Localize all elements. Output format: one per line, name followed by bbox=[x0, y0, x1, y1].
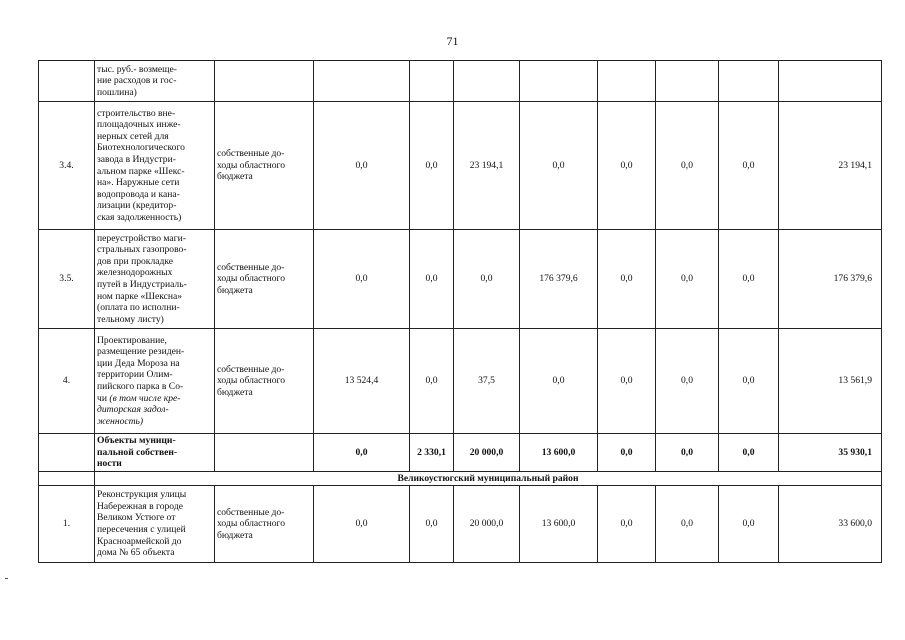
description-line: пийского парка в Со- bbox=[97, 381, 184, 392]
funding-source-line: ходы областного bbox=[217, 159, 286, 171]
value-cell: 0,0 bbox=[520, 329, 598, 434]
value-cell bbox=[719, 61, 779, 102]
value-cell: 20 000,0 bbox=[454, 486, 520, 563]
value-cell bbox=[454, 61, 520, 102]
funding-source-line: собственные до- bbox=[217, 261, 285, 273]
funding-source-line: собственные до- bbox=[217, 506, 285, 518]
value-cell: 13 600,0 bbox=[520, 486, 598, 563]
value-cell: 2 330,1 bbox=[410, 434, 454, 472]
total-value-cell: 35 930,1 bbox=[779, 434, 882, 472]
value-cell: 0,0 bbox=[719, 102, 779, 230]
funding-source-cell bbox=[215, 61, 314, 102]
description-line: железнодорожных bbox=[97, 267, 173, 279]
description-italic-line: женность) bbox=[97, 415, 144, 427]
value-cell: 176 379,6 bbox=[520, 230, 598, 329]
value-cell: 0,0 bbox=[656, 230, 719, 329]
description-line: территории Олим- bbox=[97, 369, 173, 381]
description-line: Проектирование, bbox=[97, 334, 167, 346]
description-line: тыс. руб.- возмеще- bbox=[97, 63, 177, 75]
table-row bbox=[39, 61, 882, 102]
value-cell: 0,0 bbox=[314, 434, 410, 472]
description-line: путей в Индустриаль- bbox=[97, 279, 187, 290]
value-cell: 0,0 bbox=[719, 230, 779, 329]
value-cell bbox=[410, 61, 454, 102]
value-cell: 0,0 bbox=[314, 486, 410, 563]
value-cell: 0,0 bbox=[410, 102, 454, 230]
description-line: нерных сетей для bbox=[97, 130, 169, 142]
description-line: пальной собствен- bbox=[97, 446, 178, 458]
row-number-cell: 4. bbox=[39, 329, 95, 434]
value-cell: 0,0 bbox=[520, 102, 598, 230]
value-cell: 0,0 bbox=[410, 230, 454, 329]
funding-source-line: бюджета bbox=[217, 284, 253, 296]
row-number-cell bbox=[39, 472, 95, 486]
value-cell bbox=[314, 61, 410, 102]
table-row bbox=[39, 486, 882, 563]
description-line: тельному листу) bbox=[97, 313, 164, 325]
description-italic-line: диторская задол- bbox=[97, 404, 169, 416]
funding-source-cell bbox=[215, 230, 314, 329]
funding-source-cell bbox=[215, 102, 314, 230]
description-line: ции Деда Мороза на bbox=[97, 357, 180, 369]
total-value-cell: 33 600,0 bbox=[779, 486, 882, 563]
funding-source-line: бюджета bbox=[217, 171, 253, 183]
total-value-cell: 176 379,6 bbox=[779, 230, 882, 329]
description-line: стральных газопрово- bbox=[97, 244, 187, 256]
description-line: пересечения с улицей bbox=[97, 524, 186, 535]
value-cell: 0,0 bbox=[410, 329, 454, 434]
value-cell: 13 600,0 bbox=[520, 434, 598, 472]
value-cell: 0,0 bbox=[656, 434, 719, 472]
total-value-cell bbox=[779, 61, 882, 102]
value-cell: 37,5 bbox=[454, 329, 520, 434]
description-line: ская задолженность) bbox=[97, 211, 182, 223]
funding-source-cell bbox=[215, 434, 314, 472]
funding-source-line: собственные до- bbox=[217, 363, 285, 375]
description-line: ности bbox=[97, 458, 122, 470]
funding-source-line: бюджета bbox=[217, 386, 253, 398]
row-number-cell: 1. bbox=[39, 486, 95, 563]
description-text: чи bbox=[97, 392, 107, 404]
description-line: Набережная в городе bbox=[97, 500, 183, 512]
funding-source-line: бюджета bbox=[217, 529, 253, 541]
funding-source-line: ходы областного bbox=[217, 518, 286, 530]
value-cell bbox=[598, 61, 656, 102]
description-line: переустройство маги- bbox=[97, 232, 186, 244]
value-cell: 23 194,1 bbox=[454, 102, 520, 230]
description-line: Объекты муници- bbox=[97, 435, 176, 447]
value-cell: 0,0 bbox=[598, 434, 656, 472]
funding-source-cell bbox=[215, 329, 314, 434]
description-line: дома № 65 объекта bbox=[97, 547, 175, 559]
description-line: площадочных инже- bbox=[97, 119, 181, 131]
section-header-row bbox=[39, 472, 882, 486]
value-cell: 0,0 bbox=[598, 329, 656, 434]
description-line: завода в Индустри- bbox=[97, 153, 176, 165]
description-cell bbox=[95, 434, 215, 472]
funding-source-line: собственные до- bbox=[217, 148, 285, 160]
value-cell: 0,0 bbox=[410, 486, 454, 563]
description-line: водопровода и кана- bbox=[97, 188, 180, 200]
description-italic-text: (в том числе кре- bbox=[109, 392, 181, 404]
description-line: альном парке «Шекс- bbox=[97, 165, 185, 177]
description-line: ние расходов и гос- bbox=[97, 75, 177, 87]
value-cell bbox=[656, 61, 719, 102]
description-cell bbox=[95, 486, 215, 563]
description-cell bbox=[95, 102, 215, 230]
value-cell: 0,0 bbox=[719, 434, 779, 472]
page-number: 71 bbox=[446, 34, 459, 48]
description-cell bbox=[95, 61, 215, 102]
description-cell bbox=[95, 329, 215, 434]
value-cell: 0,0 bbox=[598, 102, 656, 230]
value-cell: 0,0 bbox=[314, 102, 410, 230]
description-line: пошлина) bbox=[97, 86, 137, 98]
funding-source-line: ходы областного bbox=[217, 273, 286, 285]
value-cell: 20 000,0 bbox=[454, 434, 520, 472]
value-cell: 0,0 bbox=[598, 486, 656, 563]
description-cell bbox=[95, 230, 215, 329]
description-line: Великом Устюге от bbox=[97, 512, 176, 524]
description-line: ном парке «Шексна» bbox=[97, 290, 183, 302]
value-cell bbox=[520, 61, 598, 102]
description-line: Реконструкция улицы bbox=[97, 489, 187, 501]
row-number-cell: 3.5. bbox=[39, 230, 95, 329]
description-line: лизации (кредитор- bbox=[97, 200, 177, 212]
value-cell: 0,0 bbox=[719, 486, 779, 563]
description-line: Биотехнологического bbox=[97, 142, 185, 154]
total-value-cell: 13 561,9 bbox=[779, 329, 882, 434]
description-line: размещение резиден- bbox=[97, 346, 185, 358]
description-line: (оплата по исполни- bbox=[97, 302, 180, 314]
total-value-cell: 23 194,1 bbox=[779, 102, 882, 230]
table-row bbox=[39, 102, 882, 230]
subtotal-row bbox=[39, 434, 882, 472]
funding-source-cell bbox=[215, 486, 314, 563]
district-header: Великоустюгский муниципальный район bbox=[95, 472, 882, 486]
value-cell: 0,0 bbox=[314, 230, 410, 329]
value-cell: 0,0 bbox=[656, 486, 719, 563]
value-cell: 0,0 bbox=[719, 329, 779, 434]
funding-source-line: ходы областного bbox=[217, 375, 286, 387]
value-cell: 0,0 bbox=[656, 102, 719, 230]
value-cell: 13 524,4 bbox=[314, 329, 410, 434]
description-line bbox=[97, 393, 212, 405]
row-number-cell bbox=[39, 434, 95, 472]
value-cell: 0,0 bbox=[656, 329, 719, 434]
row-number-cell: 3.4. bbox=[39, 102, 95, 230]
table-row bbox=[39, 230, 882, 329]
value-cell: 0,0 bbox=[598, 230, 656, 329]
budget-table bbox=[38, 60, 882, 563]
description-line: Красноармейской до bbox=[97, 535, 182, 547]
scan-mark bbox=[5, 578, 8, 579]
description-line: строительство вне- bbox=[97, 107, 176, 119]
description-line: дов при прокладке bbox=[97, 255, 174, 267]
row-number-cell bbox=[39, 61, 95, 102]
description-line: на». Наружные сети bbox=[97, 177, 180, 189]
table-row bbox=[39, 329, 882, 434]
value-cell: 0,0 bbox=[454, 230, 520, 329]
